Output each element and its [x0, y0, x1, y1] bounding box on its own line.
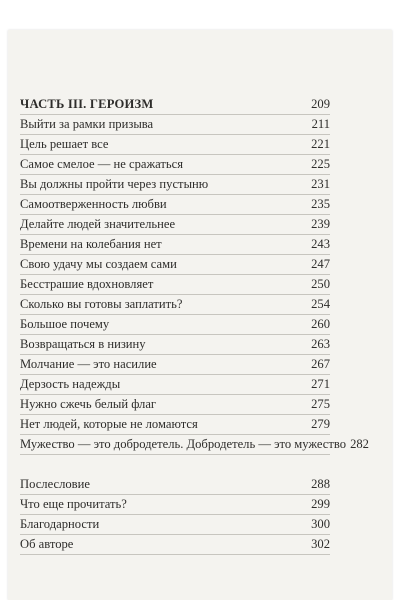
page-number: 231 [311, 177, 330, 191]
entry-title: Возвращаться в низину [20, 337, 146, 351]
entry-title: Времени на колебания нет [20, 237, 162, 251]
toc-back-entry [20, 515, 330, 535]
entry-title: Цель решает все [20, 137, 109, 151]
toc-entry [20, 235, 330, 255]
toc-entry [20, 275, 330, 295]
toc-entry [20, 315, 330, 335]
entry-title: Свою удачу мы создаем сами [20, 257, 177, 271]
entry-title: Сколько вы готовы заплатить? [20, 297, 183, 311]
page-number: 279 [311, 417, 330, 431]
entry-title: Об авторе [20, 537, 74, 551]
page-number: 275 [311, 397, 330, 411]
book-page [8, 30, 392, 600]
page-number: 243 [311, 237, 330, 251]
toc-entry [20, 415, 330, 435]
toc-entry [20, 255, 330, 275]
entry-title: Делайте людей значительнее [20, 217, 176, 231]
section-gap [20, 455, 330, 475]
page-number: 235 [311, 197, 330, 211]
entry-title: Выйти за рамки призыва [20, 117, 154, 131]
page-number: 239 [311, 217, 330, 231]
page-number: 299 [311, 497, 330, 511]
toc-entry [20, 175, 330, 195]
page-number: 263 [311, 337, 330, 351]
toc-back-entry [20, 475, 330, 495]
page-number: 302 [311, 537, 330, 551]
page-number: 260 [311, 317, 330, 331]
toc-heading-row [20, 95, 330, 115]
toc-entry [20, 195, 330, 215]
toc-back-entry [20, 495, 330, 515]
page-number: 209 [311, 97, 330, 111]
page-number: 250 [311, 277, 330, 291]
page-number: 300 [311, 517, 330, 531]
entry-title: Бесстрашие вдохновляет [20, 277, 154, 291]
table-of-contents [20, 95, 369, 555]
toc-entry [20, 435, 369, 455]
entry-title: Нет людей, которые не ломаются [20, 417, 198, 431]
toc-entry [20, 215, 330, 235]
entry-title: Благодарности [20, 517, 100, 531]
toc-entry [20, 395, 330, 415]
toc-entry [20, 375, 330, 395]
page-number: 271 [311, 377, 330, 391]
page-number: 225 [311, 157, 330, 171]
page-number: 221 [311, 137, 330, 151]
toc-entry [20, 295, 330, 315]
toc-back-entry [20, 535, 330, 555]
entry-title: Самоотверженность любви [20, 197, 167, 211]
entry-title: Мужество — это добродетель. Добродетель — это мужество [20, 437, 347, 451]
page-number: 282 [350, 437, 369, 451]
entry-title: Вы должны пройти через пустыню [20, 177, 209, 191]
entry-title: Дерзость надежды [20, 377, 121, 391]
part-title: ЧАСТЬ III. ГЕРОИЗМ [20, 97, 154, 111]
entry-title: Послесловие [20, 477, 90, 491]
entry-title: Большое почему [20, 317, 110, 331]
page-number: 288 [311, 477, 330, 491]
toc-entry [20, 115, 330, 135]
entry-title: Что еще прочитать? [20, 497, 127, 511]
toc-entry [20, 135, 330, 155]
toc-entry [20, 155, 330, 175]
entry-title: Нужно сжечь белый флаг [20, 397, 157, 411]
page-number: 247 [311, 257, 330, 271]
entry-title: Молчание — это насилие [20, 357, 157, 371]
page-number: 211 [311, 117, 330, 131]
page-number: 267 [311, 357, 330, 371]
toc-entry [20, 355, 330, 375]
toc-entry [20, 335, 330, 355]
page-number: 254 [311, 297, 330, 311]
entry-title: Самое смелое — не сражаться [20, 157, 184, 171]
